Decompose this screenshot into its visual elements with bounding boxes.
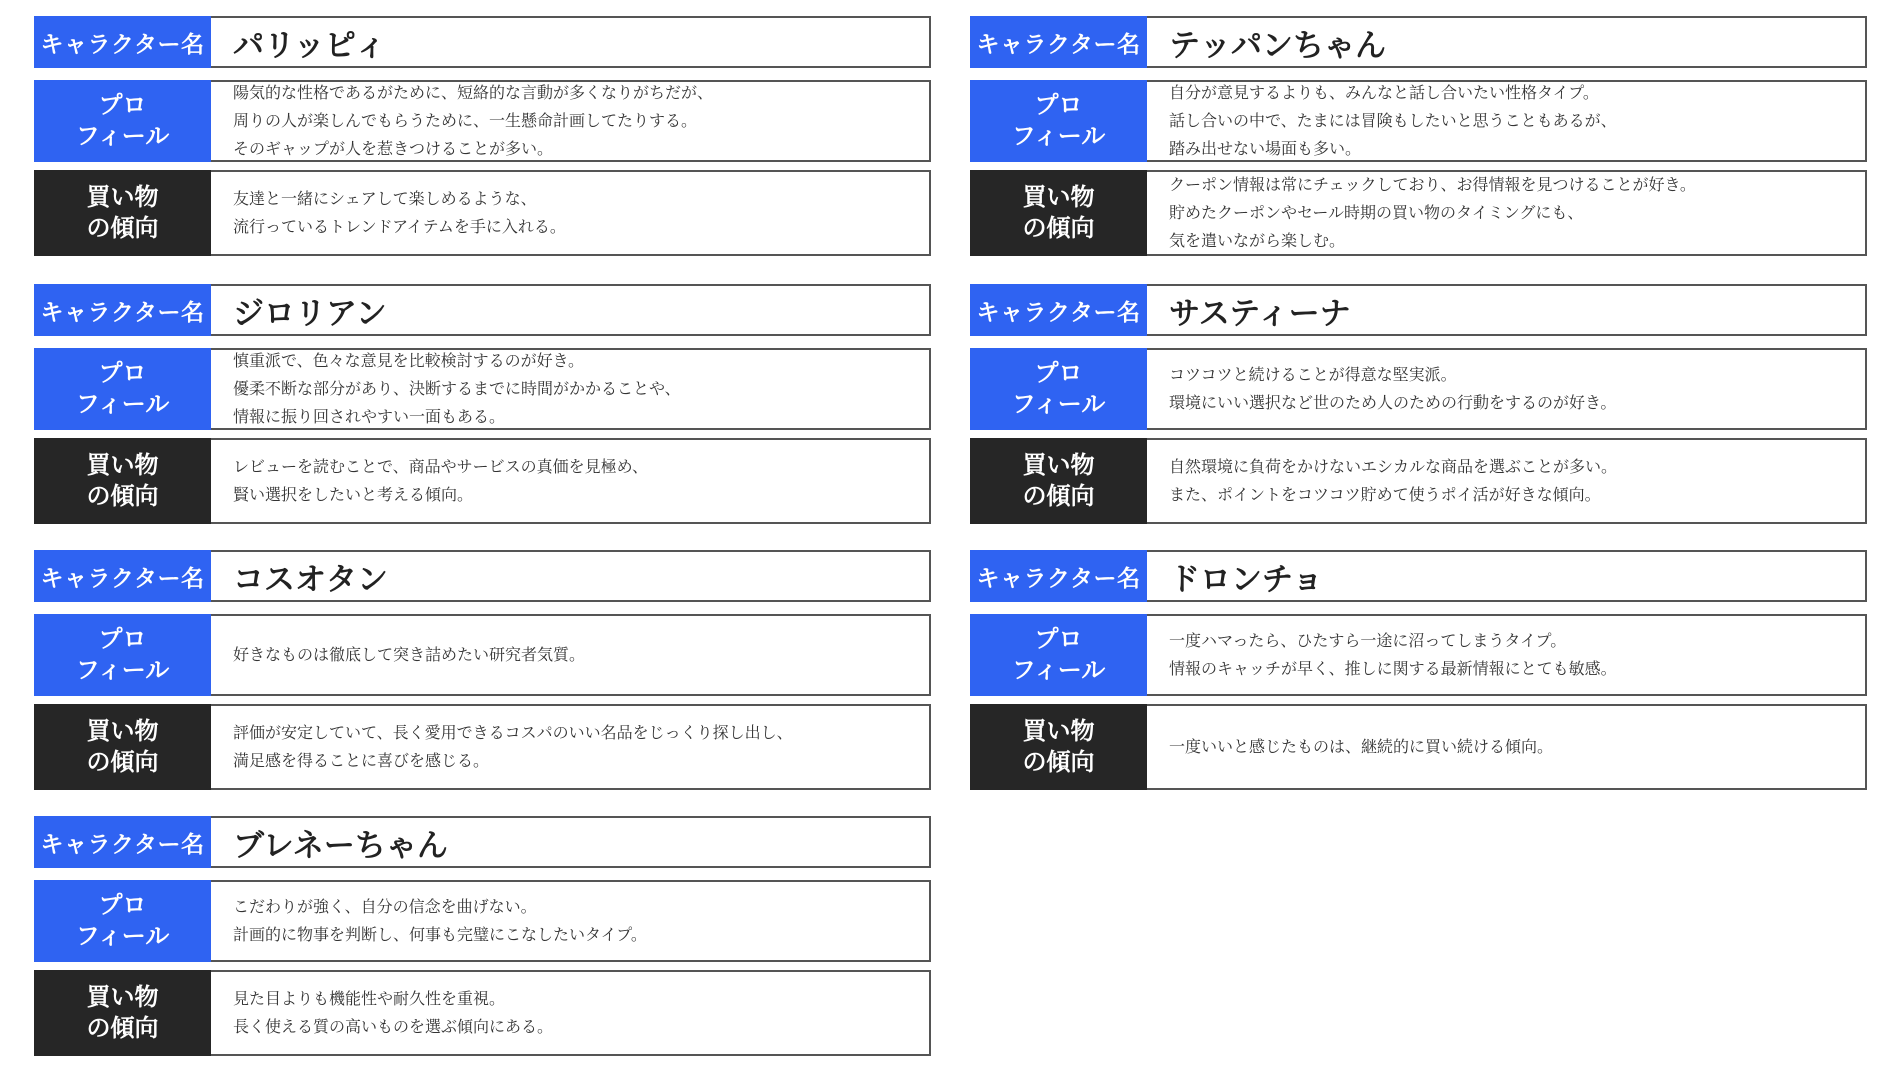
- name-row: [970, 284, 1867, 336]
- habit-line: 賢い選択をしたいと考える傾向。: [233, 485, 474, 504]
- character-name: ドロンチョ: [1147, 550, 1867, 602]
- name-row: [34, 16, 931, 68]
- habit-row: [970, 704, 1867, 790]
- profile-label-line2: フィール: [1011, 390, 1106, 418]
- habit-label: [34, 970, 211, 1056]
- profile-row: [970, 614, 1867, 696]
- profile-label-line2: フィール: [1011, 122, 1106, 150]
- habit-text: [211, 704, 931, 790]
- habit-line: 評価が安定していて、長く愛用できるコスパのいい名品をじっくり探し出し、: [233, 723, 793, 742]
- habit-line: 友達と一緒にシェアして楽しめるような、: [233, 189, 537, 208]
- name-label: キャラクター名: [34, 816, 211, 868]
- character-name: コスオタン: [211, 550, 931, 602]
- name-label: キャラクター名: [34, 550, 211, 602]
- habit-label: [970, 170, 1147, 256]
- habit-label: [970, 438, 1147, 524]
- name-label: キャラクター名: [34, 284, 211, 336]
- habit-line: 流行っているトレンドアイテムを手に入れる。: [233, 217, 566, 236]
- habit-line: 貯めたクーポンやセール時期の買い物のタイミングにも、: [1169, 203, 1584, 222]
- habit-label-line1: 買い物: [86, 983, 159, 1011]
- profile-line: そのギャップが人を惹きつけることが多い。: [233, 139, 554, 158]
- profile-label-line2: フィール: [75, 122, 170, 150]
- name-row: [34, 284, 931, 336]
- habit-label-line1: 買い物: [1022, 451, 1095, 479]
- profile-label-line1: プロ: [98, 625, 147, 653]
- profile-line: 周りの人が楽しんでもらうために、一生懸命計画してたりする。: [233, 111, 698, 130]
- name-row: [34, 550, 931, 602]
- habit-line: また、ポイントをコツコツ貯めて使うポイ活が好きな傾向。: [1169, 485, 1601, 504]
- profile-text: [211, 614, 931, 696]
- habit-text: [211, 170, 931, 256]
- profile-text: [1147, 614, 1867, 696]
- name-label: キャラクター名: [970, 16, 1147, 68]
- habit-line: 見た目よりも機能性や耐久性を重視。: [233, 989, 506, 1008]
- habit-text: [211, 438, 931, 524]
- habit-label: [34, 170, 211, 256]
- habit-label-line1: 買い物: [86, 717, 159, 745]
- name-label: キャラクター名: [34, 16, 211, 68]
- profile-line: 慎重派で、色々な意見を比較検討するのが好き。: [233, 351, 585, 370]
- profile-label: [34, 880, 211, 962]
- profile-row: [34, 348, 931, 430]
- character-name: テッパンちゃん: [1147, 16, 1867, 68]
- habit-label: [970, 704, 1147, 790]
- name-label: キャラクター名: [970, 284, 1147, 336]
- habit-label-line1: 買い物: [1022, 717, 1095, 745]
- habit-line: レビューを読むことで、商品やサービスの真価を見極め、: [233, 457, 649, 476]
- profile-line: 陽気的な性格であるがために、短絡的な言動が多くなりがちだが、: [233, 83, 714, 102]
- profile-text: [1147, 80, 1867, 162]
- profile-label-line1: プロ: [98, 91, 147, 119]
- habit-label-line2: の傾向: [86, 748, 159, 776]
- profile-line: 情報に振り回されやすい一面もある。: [233, 407, 506, 426]
- right-column: [970, 16, 1867, 816]
- character-name: ブレネーちゃん: [211, 816, 931, 868]
- profile-label-line1: プロ: [1034, 625, 1083, 653]
- profile-label-line2: フィール: [75, 656, 170, 684]
- habit-line: クーポン情報は常にチェックしており、お得情報を見つけることが好き。: [1169, 175, 1696, 194]
- habit-label-line1: 買い物: [1022, 183, 1095, 211]
- profile-text: [211, 880, 931, 962]
- profile-label-line1: プロ: [1034, 359, 1083, 387]
- profile-line: 話し合いの中で、たまには冒険もしたいと思うこともあるが、: [1169, 111, 1617, 130]
- habit-row: [970, 170, 1867, 256]
- profile-label: [970, 348, 1147, 430]
- name-row: [970, 550, 1867, 602]
- character-name: サスティーナ: [1147, 284, 1867, 336]
- habit-label: [34, 438, 211, 524]
- habit-label-line2: の傾向: [86, 482, 159, 510]
- habit-label-line2: の傾向: [1022, 482, 1095, 510]
- character-card: [34, 550, 931, 790]
- profile-line: 優柔不断な部分があり、決断するまでに時間がかかることや、: [233, 379, 681, 398]
- profile-line: 計画的に物事を判断し、何事も完璧にこなしたいタイプ。: [233, 925, 647, 944]
- character-name: ジロリアン: [211, 284, 931, 336]
- profile-text: [211, 348, 931, 430]
- profile-label: [970, 614, 1147, 696]
- profile-line: こだわりが強く、自分の信念を曲げない。: [233, 897, 537, 916]
- habit-row: [34, 438, 931, 524]
- profile-row: [34, 880, 931, 962]
- name-row: [34, 816, 931, 868]
- profile-label: [970, 80, 1147, 162]
- character-card: [970, 16, 1867, 258]
- profile-row: [34, 80, 931, 162]
- character-card: [970, 284, 1867, 524]
- profile-line: コツコツと続けることが得意な堅実派。: [1169, 365, 1457, 384]
- profile-label-line2: フィール: [75, 390, 170, 418]
- profile-label-line2: フィール: [75, 922, 170, 950]
- name-label: キャラクター名: [970, 550, 1147, 602]
- profile-text: [1147, 348, 1867, 430]
- profile-row: [34, 614, 931, 696]
- habit-line: 満足感を得ることに喜びを感じる。: [233, 751, 490, 770]
- habit-label-line1: 買い物: [86, 451, 159, 479]
- profile-line: 踏み出せない場面も多い。: [1169, 139, 1362, 158]
- habit-text: [1147, 438, 1867, 524]
- habit-label-line2: の傾向: [86, 214, 159, 242]
- habit-line: 自然環境に負荷をかけないエシカルな商品を選ぶことが多い。: [1169, 457, 1618, 476]
- habit-label-line2: の傾向: [1022, 748, 1095, 776]
- profile-line: 好きなものは徹底して突き詰めたい研究者気質。: [233, 645, 586, 664]
- habit-text: [1147, 170, 1867, 256]
- habit-label-line1: 買い物: [86, 183, 159, 211]
- character-card: [34, 284, 931, 524]
- habit-row: [970, 438, 1867, 524]
- habit-line: 長く使える質の高いものを選ぶ傾向にある。: [233, 1017, 554, 1036]
- character-card: [970, 550, 1867, 790]
- profile-label: [34, 614, 211, 696]
- habit-line: 一度いいと感じたものは、継続的に買い続ける傾向。: [1169, 737, 1554, 756]
- habit-label: [34, 704, 211, 790]
- profile-label-line1: プロ: [1034, 91, 1083, 119]
- habit-label-line2: の傾向: [86, 1014, 159, 1042]
- profile-line: 環境にいい選択など世のため人のための行動をするのが好き。: [1169, 393, 1617, 412]
- profile-text: [211, 80, 931, 162]
- profile-line: 自分が意見するよりも、みんなと話し合いたい性格タイプ。: [1169, 83, 1599, 102]
- habit-row: [34, 170, 931, 256]
- character-name: パリッピィ: [211, 16, 931, 68]
- habit-line: 気を遣いながら楽しむ。: [1169, 231, 1346, 250]
- habit-label-line2: の傾向: [1022, 214, 1095, 242]
- profile-label-line2: フィール: [1011, 656, 1106, 684]
- character-card: [34, 816, 931, 1056]
- profile-label: [34, 80, 211, 162]
- habit-text: [1147, 704, 1867, 790]
- profile-row: [970, 348, 1867, 430]
- habit-row: [34, 970, 931, 1056]
- habit-text: [211, 970, 931, 1056]
- left-column: [34, 16, 931, 1082]
- profile-label: [34, 348, 211, 430]
- profile-line: 情報のキャッチが早く、推しに関する最新情報にとても敏感。: [1169, 659, 1617, 678]
- profile-row: [970, 80, 1867, 162]
- profile-label-line1: プロ: [98, 891, 147, 919]
- character-card: [34, 16, 931, 258]
- habit-row: [34, 704, 931, 790]
- profile-label-line1: プロ: [98, 359, 147, 387]
- name-row: [970, 16, 1867, 68]
- profile-line: 一度ハマったら、ひたすら一途に沼ってしまうタイプ。: [1169, 631, 1567, 650]
